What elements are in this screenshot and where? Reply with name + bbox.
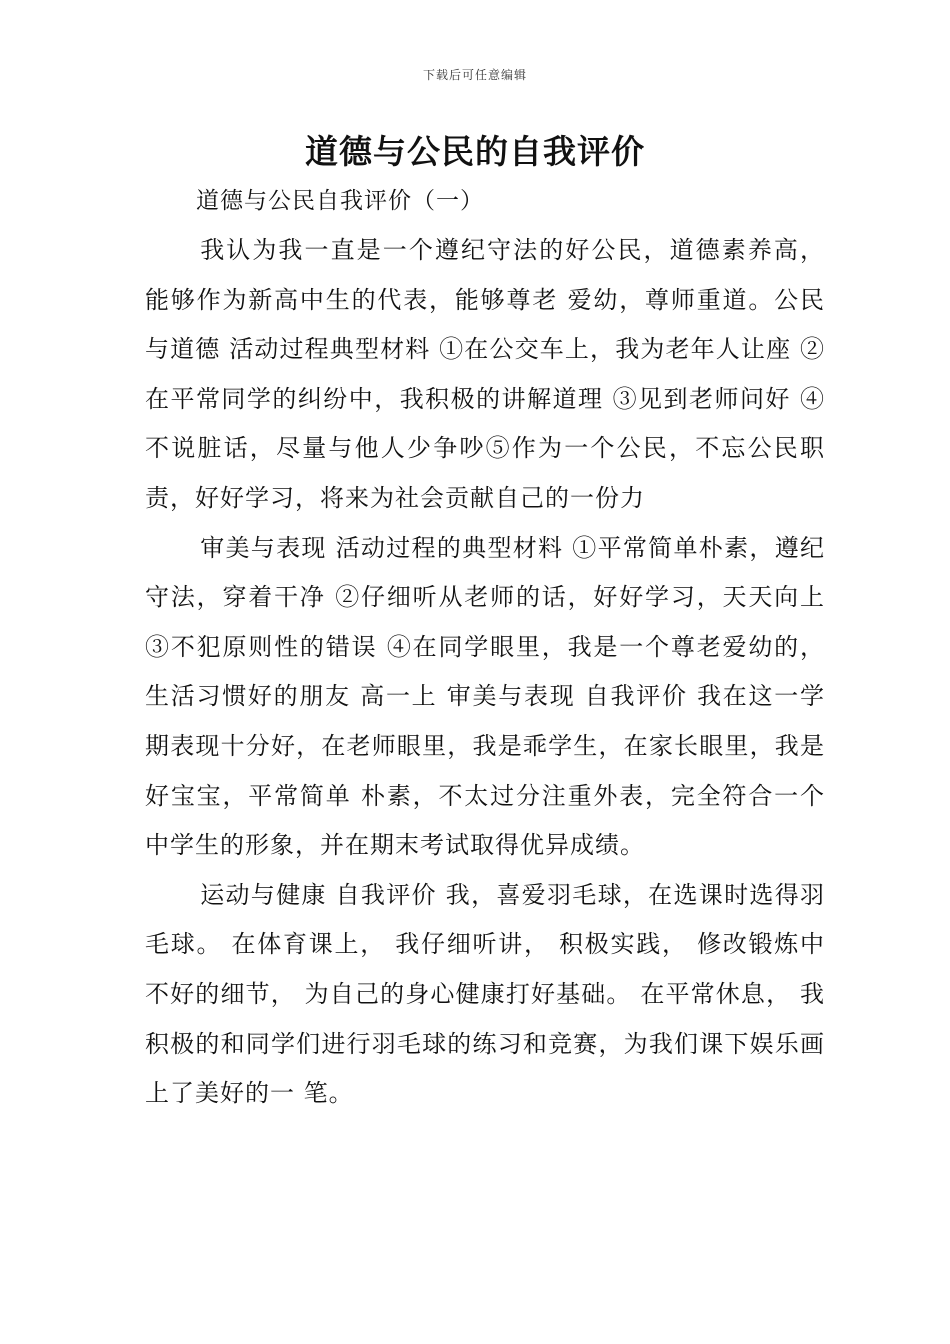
paragraph-aesthetics: 审美与表现 活动过程的典型材料 ①平常简单朴素，遵纪守法，穿着干净 ②仔细听从老师的话，好好学习，天天向上 ③不犯原则性的错误 ④在同学眼里，我是一个尊老爱幼的，生活习惯好的朋友 高一上 审美与表现 自我评价 我在这一学期表现十分好，在老师眼里，我是乖学生，在家长眼里，我是好宝宝，平常简单 朴素，不太过分注重外表，完全符合一个中学生的形象，并在期末考试取得优异成绩。 [145,533,825,860]
paragraph-civic-morality: 我认为我一直是一个遵纪守法的好公民，道德素养高，能够作为新高中生的代表，能够尊老 爱幼，尊师重道。公民与道德 活动过程典型材料 ①在公交车上，我为老年人让座 ②在平常同学的纠纷中，我积极的讲解道理 ③见到老师问好 ④ 不说脏话，尽量与他人少争吵⑤作为一个公民，不忘公民职责，好好学习，将来为社会贡献自己的一份力 [145,236,825,512]
paragraph-sports-health: 运动与健康 自我评价 我，喜爱羽毛球，在选课时选得羽毛球。 在体育课上， 我仔细听讲， 积极实践， 修改锻炼中不好的细节， 为自己的身心健康打好基础。 在平常休息， 我积极的和同学们进行羽毛球的练习和竞赛，为我们课下娱乐画上了美好的一 笔。 [145,880,825,1108]
section-subtitle: 道德与公民自我评价（一） [196,188,484,214]
header-note: 下载后可任意编辑 [422,68,527,82]
document-body [145,226,825,1119]
document-title: 道德与公民的自我评价 [305,132,645,171]
